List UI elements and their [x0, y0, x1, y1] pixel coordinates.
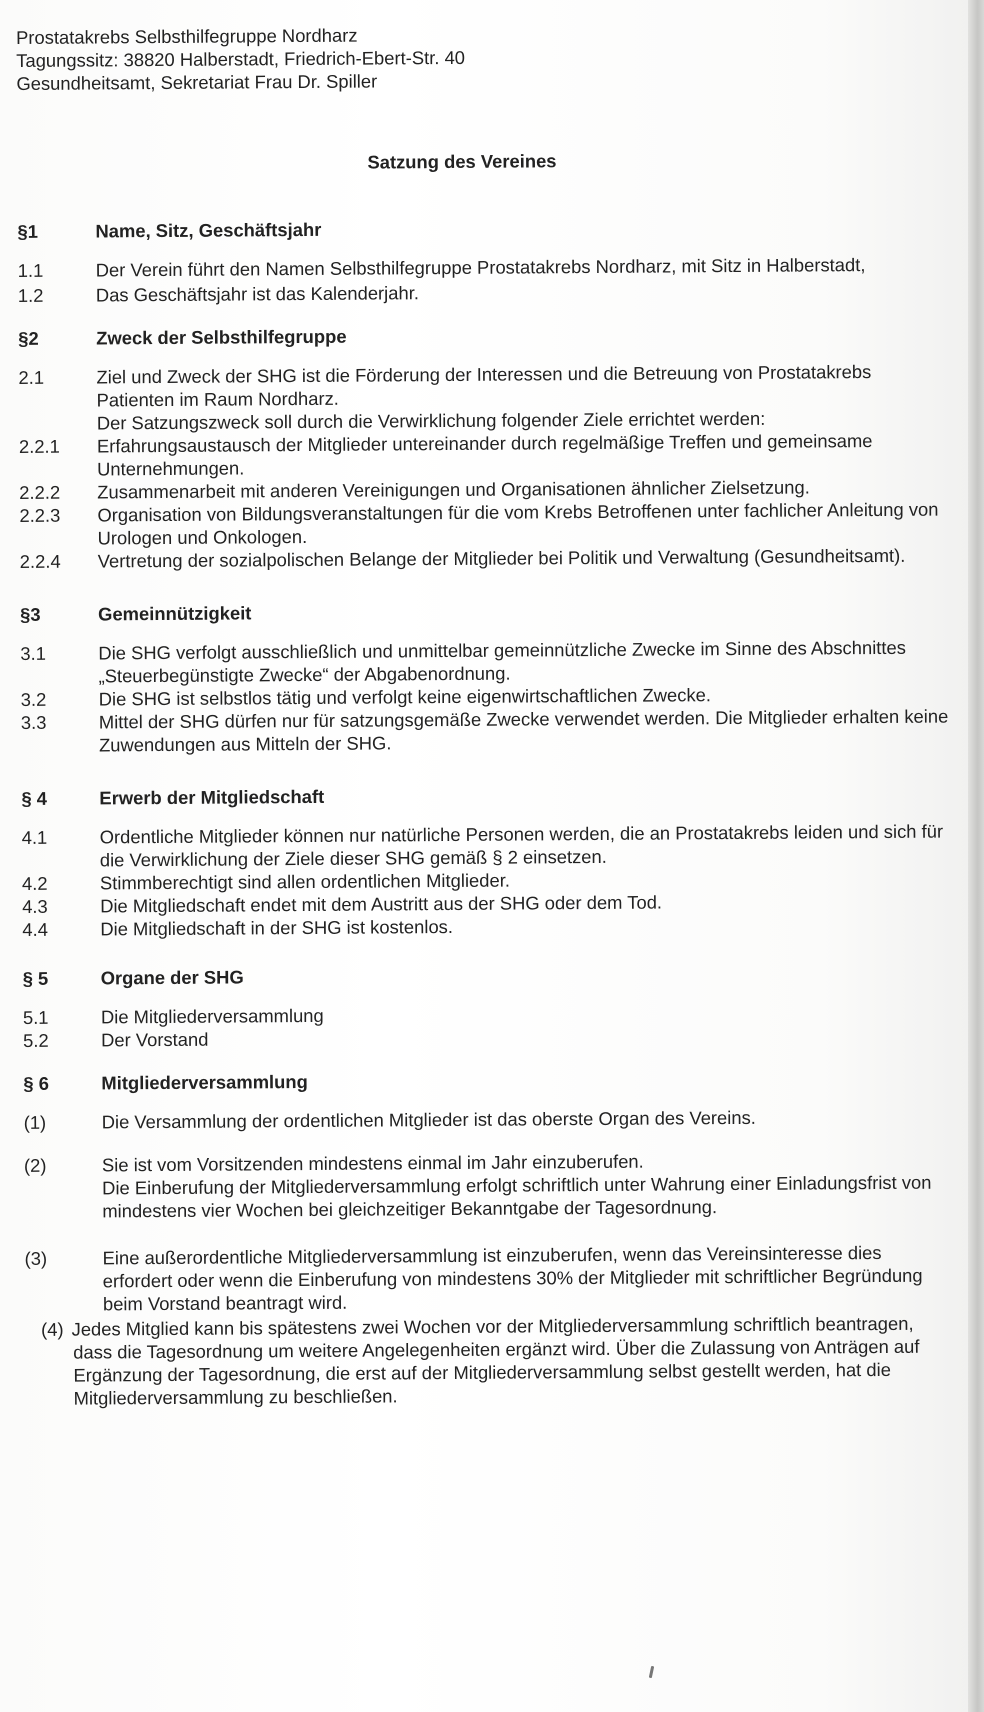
org-header	[16, 20, 946, 95]
section-title: Mitgliederversammlung	[101, 1070, 308, 1094]
section-2-items	[18, 359, 949, 572]
section-heading-3	[20, 596, 950, 625]
section-number: §1	[17, 220, 38, 242]
clause-text: Die Mitgliedschaft in der SHG ist kostenlos.	[100, 915, 454, 940]
clause-number: 4.2	[21, 872, 48, 894]
clause-3-3	[21, 704, 951, 756]
clause-3-1	[20, 635, 950, 687]
clause-number: 1.1	[17, 259, 44, 281]
clause-text: Die SHG verfolgt ausschließlich und unmittelbar gemeinnützliche Zwecke im Sinne des Abschnittes „Steuerbegünstigte Zwecke“ der Abgabenordnung.	[98, 636, 906, 687]
clause-number: 3.3	[20, 711, 47, 733]
clause-text: Die Mitgliederversammlung	[100, 1004, 324, 1028]
clause-4-1	[22, 819, 952, 871]
clause-text: Ziel und Zweck der SHG ist die Förderung der Interessen und die Betreuung von Prostatakrebs Patienten im Raum Nordharz.	[96, 361, 872, 411]
clause-text: Zusammenarbeit mit anderen Vereinigungen und Organisationen ähnlicher Zielsetzung.	[97, 476, 810, 503]
paragraph-sentence: Sie ist vom Vorsitzenden mindestens einmal im Jahr einzuberufen.	[101, 1150, 644, 1176]
paragraph-text: Jedes Mitglied kann bis spätestens zwei Wochen vor der Mitgliederversammlung schriftlich beantragen, dass die Tagesordnung um weitere Angelegenheiten ergänzt wird. Über die Zulassung von Anträgen auf Ergänzung der Tagesordnung, die erst auf der Mitgliederversammlung selbst gestellt werden, hat die Mitgliederversammlung zu beschließen.	[71, 1312, 920, 1409]
paragraph-text: Eine außerordentliche Mitgliederversammlung ist einzuberufen, wenn das Vereinsinteresse dies erfordert oder wenn die Einberufung von mindestens 30% der Mitglieder mit schriftlicher Begründung beim Vorstand beantragt wird.	[102, 1241, 923, 1315]
clause-text: Die SHG ist selbstlos tätig und verfolgt keine eigenwirtschaftlichen Zwecke.	[98, 684, 712, 710]
paragraph-6-2	[24, 1147, 954, 1222]
clause-number: 4.1	[21, 826, 48, 848]
clause-number: 5.1	[22, 1006, 49, 1028]
section-title: Organe der SHG	[100, 966, 244, 989]
clause-2-2-3	[19, 497, 949, 549]
clause-text: Vertretung der sozialpolischen Belange der Mitglieder bei Politik und Verwaltung (Gesundheitsamt).	[97, 544, 906, 572]
clause-number: 2.2.3	[19, 504, 61, 526]
clause-text: Ordentliche Mitglieder können nur natürliche Personen werden, die an Prostatakrebs leiden und sich für die Verwirklichung der Ziele dieser SHG gemäß § 2 einsetzen.	[99, 820, 944, 871]
paragraph-6-4	[25, 1311, 956, 1409]
section-title: Zweck der Selbsthilfegruppe	[96, 325, 347, 349]
clause-number: 2.2.4	[19, 550, 61, 572]
section-heading-1	[17, 214, 947, 243]
clause-number: 1.2	[17, 284, 44, 306]
clause-number: 5.2	[23, 1029, 49, 1051]
org-address: Tagungssitz: 38820 Halberstadt, Friedrich-Ebert-Str. 40	[16, 46, 466, 71]
clause-number: 3.2	[20, 688, 47, 710]
section-number: § 6	[23, 1072, 50, 1094]
section-heading-4	[21, 780, 951, 809]
section-title: Name, Sitz, Geschäftsjahr	[95, 218, 322, 242]
paragraph-number: (3)	[24, 1247, 48, 1269]
paragraph-6-3	[25, 1240, 955, 1315]
clause-text: Stimmberechtigt sind allen ordentlichen Mitglieder.	[99, 869, 510, 894]
section-title: Gemeinnützigkeit	[98, 602, 252, 625]
clause-number: 2.2.1	[18, 435, 60, 457]
section-heading-2	[18, 321, 948, 350]
clause-text: Erfahrungsaustausch der Mitglieder untereinander durch regelmäßige Treffen und gemeinsame Unternehmungen.	[96, 430, 873, 480]
page-edge-shadow	[968, 0, 984, 1712]
paragraph-number: (4)	[41, 1318, 64, 1340]
paragraph-number: (2)	[23, 1154, 47, 1176]
clause-text: Die Mitgliedschaft endet mit dem Austritt aus der SHG oder dem Tod.	[100, 891, 663, 917]
clause-2-1	[18, 359, 948, 411]
section-title: Erwerb der Mitgliedschaft	[99, 785, 325, 809]
section-number: §2	[18, 327, 39, 349]
clause-number: 2.2.2	[19, 481, 61, 503]
clause-text: Mittel der SHG dürfen nur für satzungsgemäße Zwecke verwendet werden. Die Mitglieder erhalten keine Zuwendungen aus Mitteln der SHG.	[98, 705, 949, 756]
paragraph-number: (1)	[23, 1111, 47, 1133]
paragraph-text	[102, 1147, 954, 1222]
section-heading-5	[23, 960, 953, 989]
section-3-items	[20, 635, 951, 756]
section-4-items	[22, 819, 953, 940]
section-heading-6	[23, 1065, 953, 1094]
paragraph-text: Die Versammlung der ordentlichen Mitglieder ist das oberste Organ des Vereins.	[101, 1106, 756, 1133]
section-number: § 5	[22, 967, 49, 989]
clause-2-2-1	[19, 428, 949, 480]
document-page	[16, 20, 956, 1430]
clause-1-2	[18, 278, 948, 307]
clause-text: Das Geschäftsjahr ist das Kalenderjahr.	[95, 282, 419, 306]
clause-number: 2.1	[18, 366, 45, 388]
clause-text: Der Vorstand	[101, 1028, 209, 1051]
paragraph-6-1	[24, 1104, 954, 1133]
paragraph-sentence: Die Einberufung der Mitgliederversammlung erfolgt schriftlich unter Wahrung einer Einladungsfrist von mindestens vier Wochen bei gleichzeitiger Bekanntgabe der Tagesordnung.	[102, 1171, 932, 1222]
document-title: Satzung des Vereines	[367, 150, 557, 173]
section-6-items	[24, 1104, 956, 1409]
org-name: Prostatakrebs Selbsthilfegruppe Nordharz	[16, 24, 358, 48]
section-number: §3	[20, 603, 41, 625]
section-number: § 4	[21, 787, 48, 809]
clause-number: 4.3	[22, 895, 48, 917]
clause-text: Organisation von Bildungsveranstaltungen für die vom Krebs Betroffenen unter fachlicher Anleitung von Urologen und Onkologen.	[97, 498, 939, 549]
org-contact: Gesundheitsamt, Sekretariat Frau Dr. Spiller	[16, 70, 378, 94]
clause-number: 4.4	[22, 918, 48, 940]
clause-intro-text: Der Satzungszweck soll durch die Verwirklichung folgender Ziele errichtet werden:	[96, 407, 766, 434]
clause-text: Der Verein führt den Namen Selbsthilfegruppe Prostatakrebs Nordharz, mit Sitz in Halberstadt,	[95, 254, 866, 281]
section-5-items	[23, 999, 953, 1051]
clause-number: 3.1	[20, 642, 47, 664]
section-1-items	[18, 253, 948, 307]
